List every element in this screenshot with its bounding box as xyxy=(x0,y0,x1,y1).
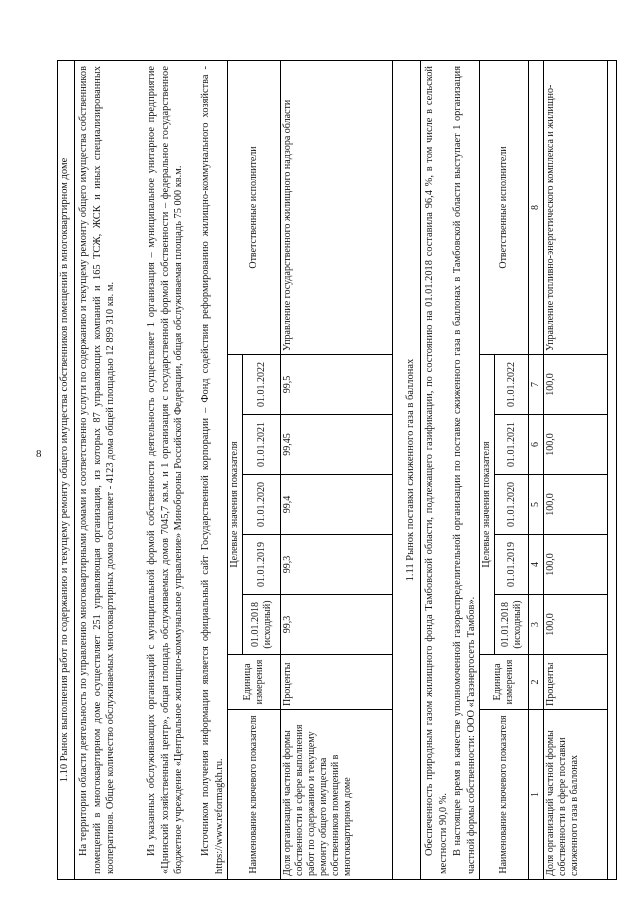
column-number: 4 xyxy=(529,535,544,595)
row-value-2019: 100,0 xyxy=(544,535,608,595)
row-value-2021: 100,0 xyxy=(544,415,608,475)
row-unit: Проценты xyxy=(544,655,608,710)
row-value-2018: 100,0 xyxy=(544,595,608,655)
row-value-2020: 99,4 xyxy=(281,475,393,535)
column-number: 3 xyxy=(529,595,544,655)
header-year-2020: 01.01.2020 xyxy=(243,475,281,535)
column-number: 5 xyxy=(529,475,544,535)
column-number-row xyxy=(529,61,544,880)
header-unit: Единица измерения xyxy=(228,655,281,710)
section-1-10-paragraph-1: На территории области деятельность по управлению многоквартирными домами и соответственно услуги по содержанию и текущему ремонту общего имущества собственников помещений в многоквартирном доме осуществляет 251 управляющая организация, из которых 87 управляющих компаний и 165 ТСЖ, ЖСК и иных специализированных кооперативов. Общее количество обслуживаемых многоквартирных домов составляет - 4123 дома общей площадью 12 899 310 кв. м. xyxy=(78,66,117,874)
header-year-2018: 01.01.2018 (исходный) xyxy=(243,595,281,655)
header-responsible: Ответственные исполнители xyxy=(228,61,281,355)
row-value-2019: 99,3 xyxy=(281,535,393,595)
header-unit: Единица измерения xyxy=(480,655,529,710)
header-year-2021: 01.01.2021 xyxy=(495,415,529,475)
header-indicator: Наименование ключевого показателя xyxy=(228,710,281,880)
row-value-2018: 99,3 xyxy=(281,595,393,655)
row-responsible: Управление топливно-энергетического комплекса и жилищно- xyxy=(544,61,608,355)
rotated-page-content xyxy=(57,60,617,880)
header-year-2022: 01.01.2022 xyxy=(495,355,529,415)
row-indicator: Доля организаций частной формы собственности в сфере выполнения работ по содержанию и текущему ремонту общего имущества собственников помещений в многоквартирном доме xyxy=(281,710,393,880)
section-1-10-paragraph-2: Из указанных обслуживающих организаций с муниципальной формой собственности деятельность осуществляет 1 организация – муниципальное унитарное предприятие «Цнинский хозяйственный центр», общая площадь обслуживаемых домов 7045,7 кв.м. и 1 организация с государственной формой собственности – федеральное государственное бюджетное учреждение «Центральное жилищно-коммунальное управление» Минобороны Российской Федерации, общая обслуживаемая площадь 75 000 кв.м. xyxy=(146,66,185,874)
header-indicator: Наименование ключевого показателя xyxy=(480,710,529,880)
row-value-2022: 99,5 xyxy=(281,355,393,415)
section-1-10-title: 1.10 Рынок выполнения работ по содержанию и текущему ремонту общего имущества собственников помещений в многоквартирном доме xyxy=(59,157,70,783)
column-number: 7 xyxy=(529,355,544,415)
section-1-10-paragraph-3: Источником получения информации является официальный сайт Государственной корпорации – Фонд содействия реформированию жилищно-коммунального хозяйства - https://www.reformagkh.ru. xyxy=(200,66,225,874)
column-number: 2 xyxy=(529,655,544,710)
row-responsible: Управление государственного жилищного надзора области xyxy=(281,61,393,355)
section-1-11-paragraph-2: В настоящее время в качестве уполномоченной газораспределительной организации по поставке сжиженного газа в баллонах в Тамбовской области выступает 1 организация частной формы собственности: ООО «Газэнергосеть Тамбов». xyxy=(452,66,477,874)
table-row xyxy=(281,61,393,880)
header-year-2019: 01.01.2019 xyxy=(495,535,529,595)
divider xyxy=(74,60,75,880)
table-row xyxy=(544,61,608,880)
page-number: 8 xyxy=(36,448,42,460)
section-1-11-table xyxy=(479,60,608,880)
column-number: 6 xyxy=(529,415,544,475)
header-target-values: Целевые значения показателя xyxy=(228,355,243,655)
row-value-2021: 99,45 xyxy=(281,415,393,475)
column-number: 1 xyxy=(529,710,544,880)
section-1-11-title: 1.11 Рынок поставки сжиженного газа в баллонах xyxy=(405,358,416,582)
header-year-2018: 01.01.2018 (исходный) xyxy=(495,595,529,655)
section-1-10-table xyxy=(227,60,393,880)
header-target-values: Целевые значения показателя xyxy=(480,355,495,655)
header-year-2021: 01.01.2021 xyxy=(243,415,281,475)
row-value-2020: 100,0 xyxy=(544,475,608,535)
row-value-2022: 100,0 xyxy=(544,355,608,415)
header-year-2022: 01.01.2022 xyxy=(243,355,281,415)
column-number: 8 xyxy=(529,61,544,355)
header-responsible: Ответственные исполнители xyxy=(480,61,529,355)
row-unit: Проценты xyxy=(281,655,393,710)
section-1-11-paragraph-1: Обеспеченность природным газом жилищного фонда Тамбовской области, подлежащего газификации, по состоянию на 01.01.2018 составила 96,4 %, в том числе в сельской местности 90,0 %. xyxy=(424,66,449,874)
divider xyxy=(420,60,421,880)
header-year-2019: 01.01.2019 xyxy=(243,535,281,595)
header-year-2020: 01.01.2020 xyxy=(495,475,529,535)
row-indicator: Доля организаций частной формы собственности в сфере поставки сжиженного газа в баллонах xyxy=(544,710,608,880)
